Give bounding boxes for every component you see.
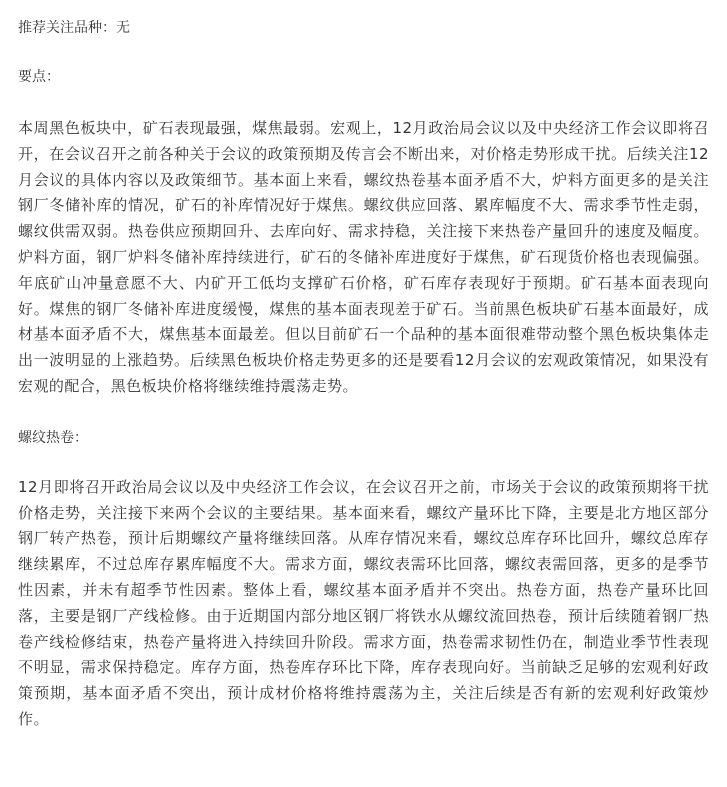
rebar-hrc-paragraph: 12月即将召开政治局会议以及中央经济工作会议，在会议召开之前，市场关于会议的政策预期将干扰价格走势，关注接下来两个会议的主要结果。基本面来看，螺纹产量环比下降，主要是北方地区部分钢厂转产热卷，预计后期螺纹产量将继续回落。从库存情况来看，螺纹总库存环比回升，螺纹总库存继续累库，不过总库存累库幅度不大。需求方面，螺纹表需环比回落，螺纹表需回落，更多的是季节性因素，并未有超季节性因素。整体上看，螺纹基本面矛盾并不突出。热卷方面，热卷产量环比回落，主要是钢厂产线检修。由于近期国内部分地区钢厂将铁水从螺纹流回热卷，预计后续随着钢厂热卷产线检修结束，热卷产量将进入持续回升阶段。需求方面，热卷需求韧性仍在，制造业季节性表现不明显，需求保持稳定。库存方面，热卷库存环比下降，库存表现向好。当前缺乏足够的宏观利好政策预期，基本面矛盾不突出，预计成材价格将维持震荡为主，关注后续是否有新的宏观利好政策炒作。 — [18, 477, 709, 728]
recommendation-line: 推荐关注品种：无 — [18, 20, 130, 36]
rebar-hrc-heading: 螺纹热卷： — [18, 429, 88, 446]
key-points-heading: 要点： — [18, 69, 60, 85]
key-points-paragraph: 本周黑色板块中，矿石表现最强，煤焦最弱。宏观上，12月政治局会议以及中央经济工作会议即将召开，在会议召开之前各种关于会议的政策预期及传言会不断出来，对价格走势形成干扰。后续关注12月会议的具体内容以及政策细节。基本面上来看，螺纹热卷基本面矛盾不大，炉料方面更多的是关注钢厂冬储补库的情况，矿石的补库情况好于煤焦。螺纹供应回落、累库幅度不大、需求季节性走弱，螺纹供需双弱。热卷供应预期回升、去库向好、需求持稳，关注接下来热卷产量回升的速度及幅度。炉料方面，钢厂炉料冬储补库持续进行，矿石的冬储补库进度好于煤焦，矿石现货价格也表现偏强。年底矿山冲量意愿不大、内矿开工低均支撑矿石价格，矿石库存表现好于预期。矿石基本面表现向好。煤焦的钢厂冬储补库进度缓慢，煤焦的基本面表现差于矿石。当前黑色板块矿石基本面最好，成材基本面矛盾不大，煤焦基本面最差。但以目前矿石一个品种的基本面很难带动整个黑色板块集体走出一波明显的上涨趋势。后续黑色板块价格走势更多的还是要看12月会议的宏观政策情况，如果没有宏观的配合，黑色板块价格将继续维持震荡走势。 — [18, 119, 709, 395]
